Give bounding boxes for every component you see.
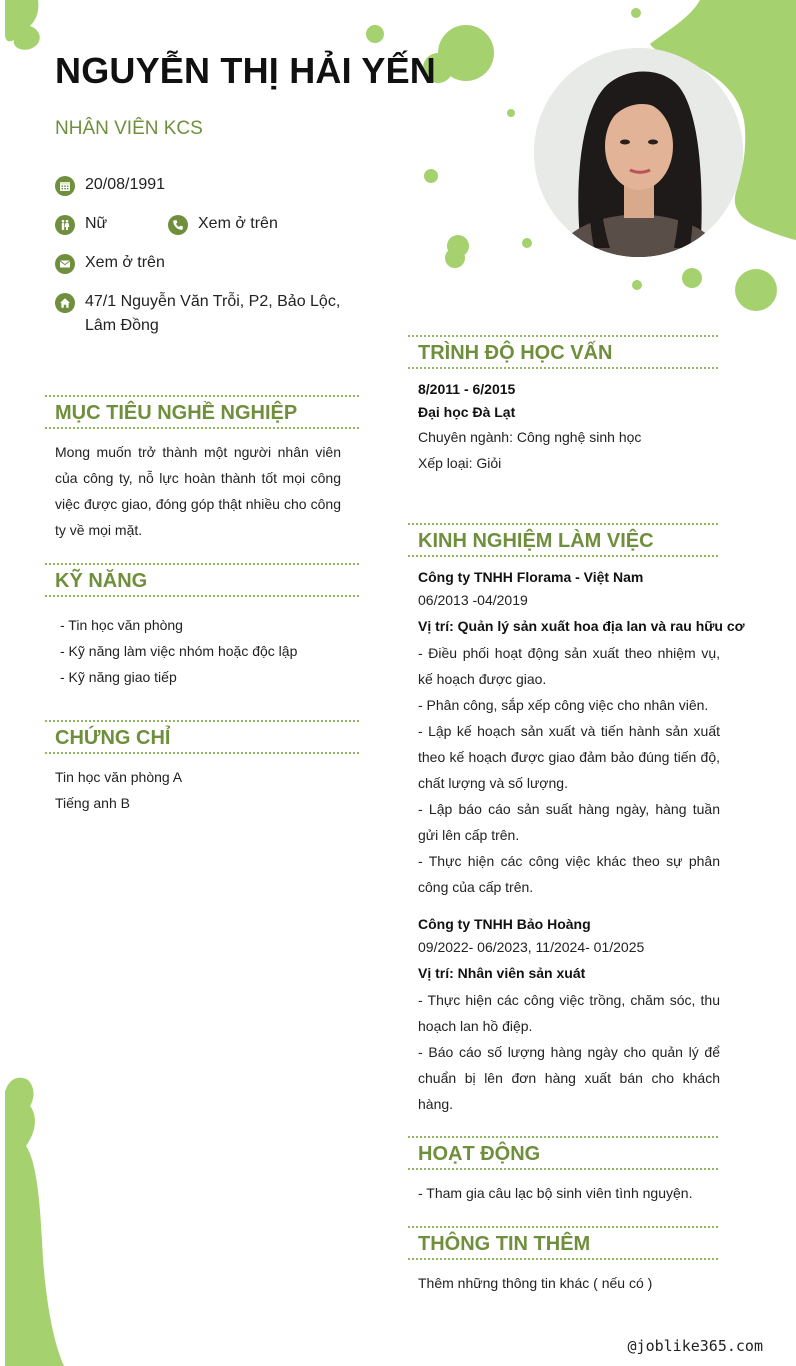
address-line-1: 47/1 Nguyễn Văn Trỗi, P2, Bảo Lộc,: [85, 293, 341, 310]
dot: [366, 25, 384, 43]
certificate-item: Tin học văn phòng A: [55, 769, 183, 785]
calendar-icon: [55, 176, 75, 196]
skill-item: - Kỹ năng giao tiếp: [60, 669, 177, 685]
skills-list: [60, 612, 297, 690]
job-duty: - Lập kế hoạch sản xuất và tiến hành sản xuất theo kế hoạch được giao đảm bảo đúng tiến độ, chất lượng và số lượng.: [418, 723, 720, 791]
email-icon: [55, 254, 75, 274]
email-row: [55, 254, 165, 274]
section-title-additional: THÔNG TIN THÊM: [408, 1226, 718, 1260]
section-title-education: TRÌNH ĐỘ HỌC VẤN: [408, 335, 718, 369]
job-duty: - Lập báo cáo sản suất hàng ngày, hàng tuần gửi lên cấp trên.: [418, 801, 720, 843]
phone-row: [168, 215, 278, 235]
job-period: 06/2013 -04/2019: [418, 592, 528, 608]
job-position: Vị trí: Quản lý sản xuất hoa địa lan và rau hữu cơ: [418, 618, 745, 634]
gender-icon: [55, 215, 75, 235]
job-duty: - Điều phối hoạt động sản xuất theo nhiệm vụ, kế hoạch được giao.: [418, 645, 720, 687]
job-period: 09/2022- 06/2023, 11/2024- 01/2025: [418, 939, 645, 955]
dot: [632, 280, 642, 290]
job-duty: - Báo cáo số lượng hàng ngày cho quản lý để chuẩn bị lên đơn hàng xuất bán cho khách hàng.: [418, 1044, 720, 1112]
gender-value: Nữ: [85, 215, 108, 232]
address-value: [85, 290, 340, 338]
job-duty: - Thực hiện các công việc khác theo sự phân công của cấp trên.: [418, 853, 720, 895]
objective-text: Mong muốn trở thành một người nhân viên của công ty, nỗ lực hoàn thành tốt mọi công việc được giao, đóng góp thật nhiều cho công ty về mọi mặt.: [55, 444, 341, 538]
certificates-list: [55, 764, 182, 816]
section-title-objective: MỤC TIÊU NGHỀ NGHIỆP: [45, 395, 359, 429]
blob-top-left: [5, 0, 40, 50]
dot: [682, 268, 702, 288]
skill-item: - Kỹ năng làm việc nhóm hoặc độc lập: [60, 643, 298, 659]
gender-row: [55, 215, 107, 235]
blob-bottom-left: [5, 1078, 64, 1366]
education-school: Đại học Đà Lạt: [418, 404, 516, 420]
job-duty: - Phân công, sắp xếp công việc cho nhân viên.: [418, 697, 709, 713]
footer-watermark: @joblike365.com: [627, 1337, 763, 1355]
birthdate-value: 20/08/1991: [85, 176, 166, 193]
education-grade: Xếp loại: Giỏi: [418, 455, 502, 471]
education-block: [418, 378, 720, 476]
dot: [522, 238, 532, 248]
home-icon: [55, 293, 75, 313]
birthdate-row: [55, 176, 165, 196]
profile-photo: [534, 48, 743, 257]
job-title: NHÂN VIÊN KCS: [55, 118, 203, 139]
candidate-name: NGUYỄN THỊ HẢI YẾN: [55, 50, 436, 91]
address-line-2: Lâm Đồng: [85, 317, 159, 334]
job-company: Công ty TNHH Bảo Hoàng: [418, 916, 591, 932]
education-period: 8/2011 - 6/2015: [418, 381, 516, 397]
job-position: Vị trí: Nhân viên sản xuát: [418, 965, 586, 981]
job-duty: - Thực hiện các công việc trồng, chăm sóc, thu hoạch lan hồ điệp.: [418, 992, 720, 1034]
address-row: [55, 290, 340, 338]
portrait-illustration: [534, 48, 743, 257]
section-title-skills: KỸ NĂNG: [45, 563, 359, 597]
dot: [445, 248, 465, 268]
phone-value: Xem ở trên: [198, 215, 278, 232]
email-value: Xem ở trên: [85, 254, 165, 271]
section-title-activities: HOẠT ĐỘNG: [408, 1136, 718, 1170]
education-major: Chuyên ngành: Công nghệ sinh học: [418, 429, 642, 445]
job-1: [418, 566, 745, 900]
skill-item: - Tin học văn phòng: [60, 617, 183, 633]
section-title-experience: KINH NGHIỆM LÀM VIỆC: [408, 523, 718, 557]
additional-text: Thêm những thông tin khác ( nếu có ): [418, 1275, 653, 1291]
activities-text: - Tham gia câu lạc bộ sinh viên tình nguyện.: [418, 1185, 693, 1201]
section-title-certificates: CHỨNG CHỈ: [45, 720, 359, 754]
job-company: Công ty TNHH Florama - Việt Nam: [418, 569, 644, 585]
dot: [507, 109, 515, 117]
certificate-item: Tiếng anh B: [55, 795, 130, 811]
job-2: [418, 913, 720, 1117]
dot: [735, 269, 777, 311]
dot: [631, 8, 641, 18]
phone-icon: [168, 215, 188, 235]
dot: [424, 169, 438, 183]
